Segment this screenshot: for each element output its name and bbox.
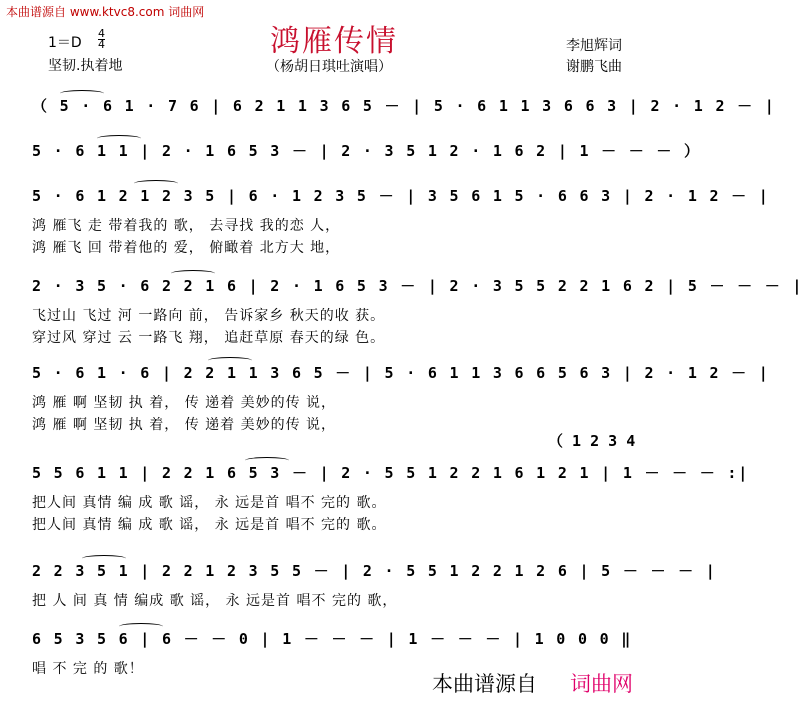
lyric-line-1-row-7: 把 人 间 真 情 编成 歌 谣， 永 远是首 唱不 完的 歌，	[32, 593, 398, 609]
notation-row-7: 2 2 3 5 1 | 2 2 1 2 3 5 5 － | 2 · 5 5 1 2 2 1 2 6 | 5 － － － |	[32, 562, 717, 580]
time-signature	[98, 29, 105, 50]
slur-mark	[245, 457, 289, 464]
lyric-line-2-row-6: 把人间 真情 编 成 歌 谣， 永 远是首 唱不 完的 歌。	[32, 517, 387, 533]
brand-site: 词曲网	[570, 672, 633, 696]
brand-text: 本曲谱源自	[432, 672, 537, 696]
key-signature: 1＝D	[48, 35, 82, 51]
slur-mark	[171, 270, 215, 277]
slur-mark	[60, 90, 104, 97]
lyric-line-1-row-5: 鸿 雁 啊 坚韧 执 着， 传 递着 美妙的传 说，	[32, 395, 337, 411]
singer-credit: （杨胡日琪吐演唱）	[266, 59, 392, 75]
time-signature-top: 4	[98, 27, 105, 40]
repeat-ending-marker: （ 1 2 3 4	[548, 432, 636, 450]
notation-row-4: 2 · 3 5 · 6 2 2 1 6 | 2 · 1 6 5 3 － | 2 · 3 5 5 2 2 1 6 2 | 5 － － － |	[32, 277, 803, 295]
notation-row-5: 5 · 6 1 · 6 | 2 2 1 1 3 6 5 － | 5 · 6 1 1 3 6 6 5 6 3 | 2 · 1 2 － |	[32, 364, 770, 382]
lyric-line-1-row-8: 唱 不 完 的 歌！	[32, 661, 144, 677]
notation-row-6: 5 5 6 1 1 | 2 2 1 6 5 3 － | 2 · 5 5 1 2 2 1 6 1 2 1 | 1 － － － :|	[32, 464, 750, 482]
slur-mark	[119, 623, 163, 630]
performance-style: 坚韧.执着地	[48, 58, 123, 74]
lyric-line-1-row-6: 把人间 真情 编 成 歌 谣， 永 远是首 唱不 完的 歌。	[32, 495, 387, 511]
notation-row-8: 6 5 3 5 6 | 6 － － 0 | 1 － － － | 1 － － － | 1 0 0 0 ‖	[32, 630, 633, 648]
notation-row-3: 5 · 6 1 2 1 2 3 5 | 6 · 1 2 3 5 － | 3 5 6 1 5 · 6 6 3 | 2 · 1 2 － |	[32, 187, 770, 205]
slur-mark	[208, 357, 252, 364]
notation-row-2: 5 · 6 1 1 | 2 · 1 6 5 3 － | 2 · 3 5 1 2 · 1 6 2 | 1 － － － ）	[32, 142, 701, 160]
song-title: 鸿雁传情	[270, 24, 398, 59]
slur-mark	[134, 180, 178, 187]
slur-mark	[97, 135, 141, 142]
composer-credit: 谢鹏飞曲	[566, 59, 622, 75]
lyric-line-1-row-4: 飞过山 飞过 河 一路向 前， 告诉家乡 秋天的收 获。	[32, 308, 386, 324]
time-signature-bottom: 4	[98, 38, 105, 51]
lyric-line-1-row-3: 鸿 雁飞 走 带着我的 歌， 去寻找 我的恋 人，	[32, 218, 341, 234]
slur-mark	[82, 555, 126, 562]
notation-row-1: （ 5 · 6 1 · 7 6 | 6 2 1 1 3 6 5 － | 5 · 6 1 1 3 6 6 3 | 2 · 1 2 － |	[32, 97, 776, 115]
lyric-line-2-row-5: 鸿 雁 啊 坚韧 执 着， 传 递着 美妙的传 说，	[32, 417, 337, 433]
lyric-line-2-row-4: 穿过风 穿过 云 一路飞 翔， 追赶草原 春天的绿 色。	[32, 330, 386, 346]
lyricist-credit: 李旭辉词	[566, 38, 622, 54]
source-watermark: 本曲谱源自 www.ktvc8.com 词曲网	[6, 5, 205, 19]
lyric-line-2-row-3: 鸿 雁飞 回 带着他的 爱， 俯瞰着 北方大 地，	[32, 240, 341, 256]
